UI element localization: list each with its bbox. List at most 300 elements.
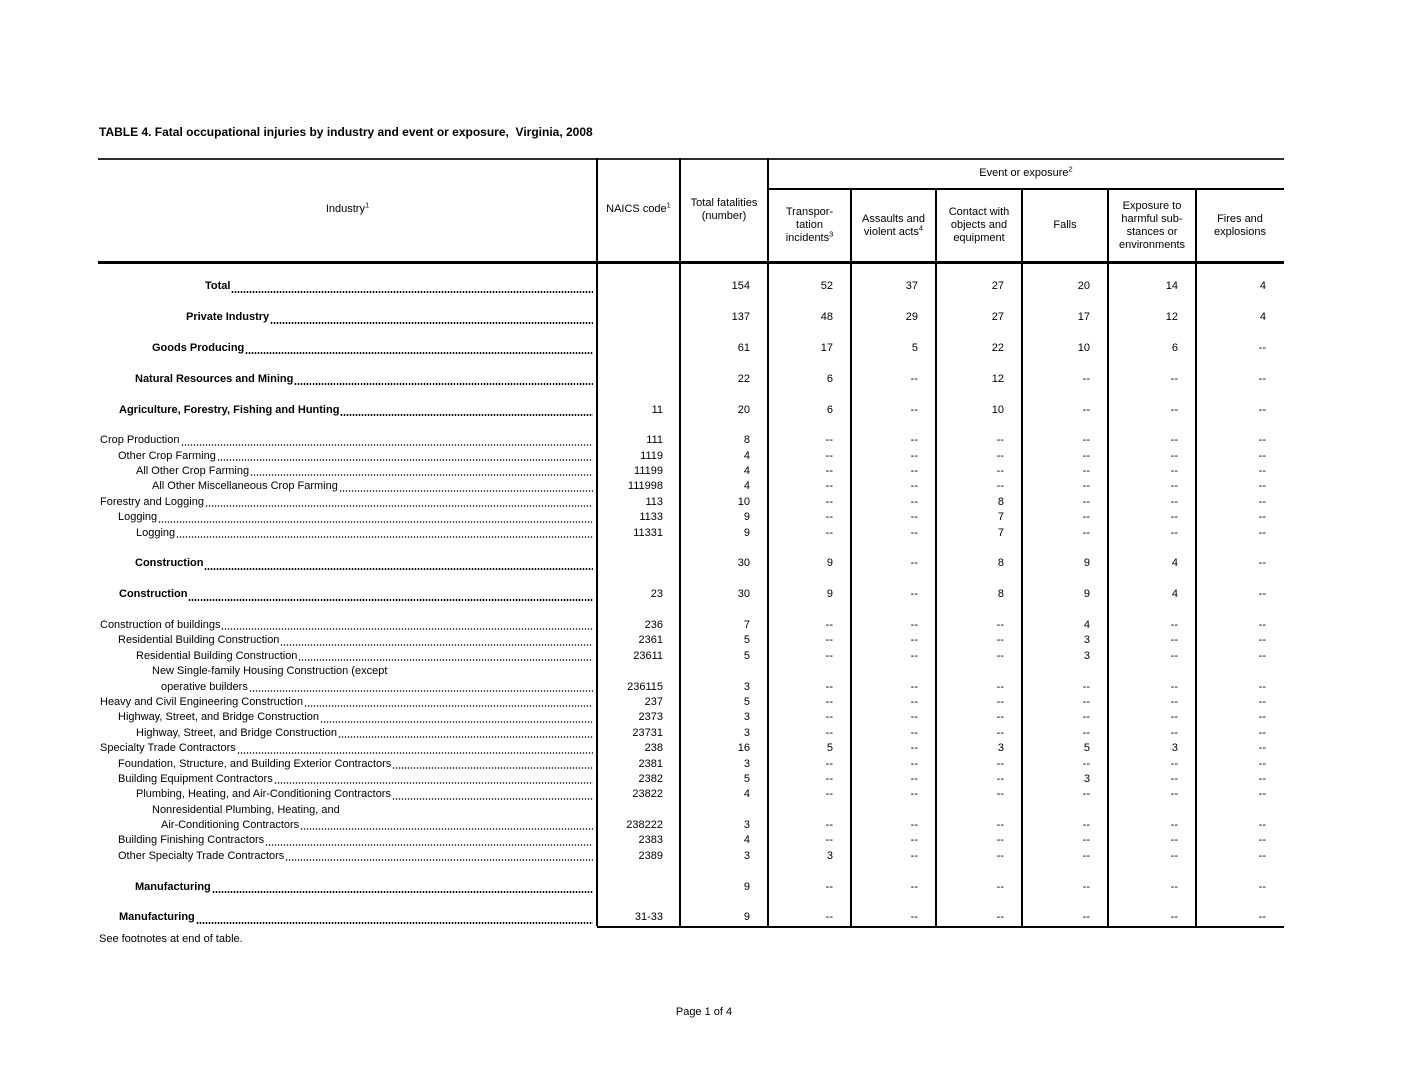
page-number: Page 1 of 4 (675, 1006, 733, 1018)
event-value-cell: -- (910, 557, 918, 570)
event-value-cell: -- (1170, 757, 1178, 770)
table-row (98, 818, 1284, 833)
event-value-cell: -- (910, 834, 918, 847)
event-value-cell: -- (996, 726, 1004, 739)
dot-leader (270, 322, 593, 324)
table-row (98, 356, 1284, 371)
total-fatalities-cell: 3 (743, 680, 750, 693)
event-value-cell: -- (1258, 834, 1266, 847)
event-value-cell: -- (1082, 849, 1090, 862)
event-value-cell: -- (1258, 403, 1266, 416)
column-header-fires-explosions: Fires and explosions (1214, 212, 1266, 238)
footnote-text: See footnotes at end of table. (99, 933, 243, 945)
event-value-cell: -- (1082, 449, 1090, 462)
table-row (98, 741, 1284, 756)
event-value-cell: 9 (1083, 588, 1090, 601)
total-fatalities-cell: 4 (743, 449, 750, 462)
naics-cell: 11199 (634, 465, 663, 478)
industry-cell: All Other Crop Farming (98, 464, 597, 479)
total-fatalities-cell: 3 (743, 819, 750, 832)
table-row (98, 326, 1284, 341)
event-value-cell: 10 (1077, 341, 1090, 354)
event-value-cell: -- (1170, 711, 1178, 724)
dot-leader (392, 798, 593, 800)
dot-leader (196, 922, 593, 924)
event-value-cell: -- (996, 880, 1004, 893)
naics-cell: 236115 (627, 680, 663, 693)
naics-cell: 23822 (632, 788, 663, 801)
naics-cell: 31-33 (634, 911, 663, 924)
event-value-cell: 12 (1165, 311, 1178, 324)
table-row (98, 310, 1284, 325)
dot-leader (181, 444, 594, 446)
event-value-cell: 4 (1259, 311, 1266, 324)
industry-cell: Plumbing, Heating, and Air-Conditioning Contractors (98, 787, 597, 802)
dot-leader (392, 767, 593, 769)
column-header-assaults-violent-acts: Assaults and violent acts$^4$ (862, 212, 925, 238)
industry-cell: Construction of buildings (98, 618, 597, 633)
event-value-cell: 5 (911, 341, 918, 354)
event-value-cell: -- (825, 618, 833, 631)
naics-cell (597, 341, 680, 356)
industry-cell: Building Equipment Contractors (98, 772, 597, 787)
event-value-cell: -- (825, 880, 833, 893)
table-row (98, 403, 1284, 418)
naics-cell: 1119 (640, 449, 663, 462)
event-value-cell: -- (1258, 711, 1266, 724)
table-row (98, 464, 1284, 479)
naics-cell: 23611 (633, 649, 663, 662)
table-row (98, 387, 1284, 402)
table-row (98, 726, 1284, 741)
industry-cell: operative builders (98, 680, 597, 695)
dot-leader (250, 474, 593, 476)
total-fatalities-cell: 3 (743, 757, 750, 770)
industry-cell: Private Industry (98, 310, 597, 325)
dot-leader (212, 891, 593, 893)
event-value-cell: -- (996, 911, 1004, 924)
event-value-cell: 9 (1083, 557, 1090, 570)
naics-cell: 238222 (626, 819, 663, 832)
event-value-cell: -- (825, 834, 833, 847)
event-value-cell: -- (1082, 880, 1090, 893)
event-value-cell: 9 (826, 557, 833, 570)
table-row (98, 479, 1284, 494)
event-value-cell: -- (910, 711, 918, 724)
naics-cell: 236 (644, 618, 663, 631)
dot-leader (294, 383, 593, 385)
event-value-cell: 3 (1171, 742, 1178, 755)
table-row (98, 556, 1284, 571)
table-row (98, 618, 1284, 633)
event-value-cell: 4 (1083, 618, 1090, 631)
naics-cell: 11 (651, 403, 663, 416)
column-header-naics-code: NAICS code$^1$ (606, 200, 671, 215)
total-fatalities-cell: 16 (737, 742, 750, 755)
event-value-cell: -- (910, 511, 918, 524)
total-fatalities-cell: 9 (743, 511, 750, 524)
event-value-cell: 9 (826, 588, 833, 601)
total-fatalities-cell: 3 (743, 726, 750, 739)
table-row (98, 510, 1284, 525)
dot-leader (338, 736, 593, 738)
event-value-cell: -- (910, 588, 918, 601)
naics-cell: 111 (646, 434, 663, 447)
dot-leader (245, 352, 593, 354)
dot-leader (158, 521, 593, 523)
event-value-cell: -- (1258, 511, 1266, 524)
industry-cell: Residential Building Construction (98, 649, 597, 664)
event-value-cell: -- (1258, 649, 1266, 662)
event-value-cell: -- (910, 742, 918, 755)
event-value-cell: -- (1082, 372, 1090, 385)
event-value-cell: -- (825, 511, 833, 524)
naics-cell (597, 556, 680, 571)
dot-leader (280, 644, 593, 646)
event-value-cell: -- (996, 695, 1004, 708)
event-value-cell: -- (1082, 788, 1090, 801)
total-fatalities-cell: 154 (731, 280, 750, 293)
event-value-cell: 52 (820, 280, 833, 293)
dot-leader (237, 752, 593, 754)
table-row (98, 526, 1284, 541)
table-row (98, 895, 1284, 910)
naics-cell: 2389 (638, 849, 663, 862)
event-value-cell: -- (1082, 726, 1090, 739)
naics-cell (597, 279, 680, 294)
event-value-cell: -- (910, 403, 918, 416)
event-value-cell: -- (910, 634, 918, 647)
industry-cell: All Other Miscellaneous Crop Farming (98, 479, 597, 494)
event-value-cell: 48 (820, 311, 833, 324)
event-value-cell: 22 (991, 341, 1004, 354)
event-value-cell: -- (1082, 834, 1090, 847)
dot-leader (298, 659, 593, 661)
event-value-cell: -- (1258, 434, 1266, 447)
table-row (98, 572, 1284, 587)
total-fatalities-cell: 4 (743, 480, 750, 493)
event-value-cell: 12 (991, 372, 1004, 385)
event-value-cell: -- (996, 449, 1004, 462)
event-value-cell: -- (1258, 557, 1266, 570)
event-value-cell: -- (825, 634, 833, 647)
event-value-cell: -- (1170, 772, 1178, 785)
industry-cell: Goods Producing (98, 341, 597, 356)
naics-cell (597, 880, 680, 895)
event-value-cell: -- (1082, 695, 1090, 708)
event-value-cell: -- (910, 849, 918, 862)
event-value-cell: -- (1258, 788, 1266, 801)
column-header-contact-objects-equipment: Contact with objects and equipment (948, 206, 1010, 244)
event-value-cell: -- (1170, 449, 1178, 462)
event-value-cell: -- (825, 819, 833, 832)
event-value-cell: -- (1170, 834, 1178, 847)
event-value-cell: -- (996, 480, 1004, 493)
industry-cell: Natural Resources and Mining (98, 372, 597, 387)
industry-cell: Specialty Trade Contractors (98, 741, 597, 756)
industry-cell: Construction (98, 556, 597, 571)
dot-leader (274, 782, 593, 784)
event-value-cell: -- (996, 711, 1004, 724)
event-value-cell: -- (1258, 618, 1266, 631)
event-value-cell: 27 (991, 311, 1004, 324)
event-value-cell: -- (1082, 465, 1090, 478)
table-row (98, 433, 1284, 448)
table-row (98, 864, 1284, 879)
total-fatalities-cell: 10 (737, 495, 750, 508)
event-value-cell: -- (825, 649, 833, 662)
dot-leader (217, 459, 593, 461)
event-value-cell: -- (996, 757, 1004, 770)
event-value-cell: -- (910, 911, 918, 924)
event-value-cell: -- (825, 465, 833, 478)
event-value-cell: -- (825, 526, 833, 539)
dot-leader (304, 705, 593, 707)
event-value-cell: -- (1170, 819, 1178, 832)
naics-cell: 238 (644, 742, 663, 755)
event-value-cell: 3 (1083, 634, 1090, 647)
event-value-cell: -- (1258, 849, 1266, 862)
table-title: TABLE 4. Fatal occupational injuries by industry and event or exposure, Virginia, 2008 (99, 125, 593, 139)
event-value-cell: -- (1258, 526, 1266, 539)
industry-cell: Construction (98, 587, 597, 602)
event-value-cell: 3 (1083, 772, 1090, 785)
event-value-cell: -- (910, 880, 918, 893)
dot-leader (221, 628, 593, 630)
total-fatalities-cell: 3 (743, 849, 750, 862)
event-value-cell: -- (1258, 819, 1266, 832)
industry-cell: Manufacturing (98, 880, 597, 895)
total-fatalities-cell: 5 (743, 772, 750, 785)
industry-cell: Highway, Street, and Bridge Construction (98, 710, 597, 725)
table-row (98, 279, 1284, 294)
industry-cell: Agriculture, Forestry, Fishing and Hunting (98, 403, 597, 418)
event-value-cell: 6 (826, 372, 833, 385)
total-fatalities-cell: 4 (743, 788, 750, 801)
event-value-cell: -- (996, 680, 1004, 693)
event-value-cell: -- (910, 695, 918, 708)
naics-cell: 2382 (638, 772, 663, 785)
total-fatalities-cell: 5 (743, 649, 750, 662)
table-row (98, 757, 1284, 772)
dot-leader (231, 291, 593, 293)
event-value-cell: -- (1170, 618, 1178, 631)
table-row (98, 803, 1284, 818)
event-value-cell: -- (1170, 911, 1178, 924)
event-value-cell: 17 (820, 341, 833, 354)
event-value-cell: -- (1258, 757, 1266, 770)
total-fatalities-cell: 3 (743, 711, 750, 724)
total-fatalities-cell: 8 (743, 434, 750, 447)
event-value-cell: -- (910, 618, 918, 631)
event-value-cell: -- (1170, 403, 1178, 416)
event-value-cell: -- (1082, 757, 1090, 770)
event-value-cell: -- (1082, 403, 1090, 416)
event-value-cell: -- (910, 819, 918, 832)
event-value-cell: -- (1258, 742, 1266, 755)
industry-cell: Building Finishing Contractors (98, 833, 597, 848)
event-value-cell: -- (910, 434, 918, 447)
naics-cell (597, 372, 680, 387)
table-row (98, 603, 1284, 618)
event-value-cell: -- (996, 849, 1004, 862)
table-row (98, 880, 1284, 895)
column-header-total-fatalities: Total fatalities (number) (690, 196, 758, 222)
event-value-cell: -- (910, 726, 918, 739)
event-value-cell: 6 (826, 403, 833, 416)
event-value-cell: -- (910, 680, 918, 693)
event-value-cell: -- (1258, 772, 1266, 785)
event-value-cell: -- (825, 788, 833, 801)
total-fatalities-cell: 137 (731, 311, 750, 324)
dot-leader (339, 490, 593, 492)
naics-cell: 2373 (638, 711, 663, 724)
industry-cell: Manufacturing (98, 910, 597, 925)
table-row (98, 541, 1284, 556)
event-value-cell: -- (1258, 341, 1266, 354)
event-value-cell: -- (1082, 495, 1090, 508)
table-row (98, 418, 1284, 433)
event-value-cell: 37 (905, 280, 918, 293)
event-value-cell: 8 (997, 495, 1004, 508)
total-fatalities-cell: 61 (737, 341, 750, 354)
event-value-cell: -- (825, 434, 833, 447)
event-value-cell: -- (825, 480, 833, 493)
event-value-cell: -- (1258, 880, 1266, 893)
industry-cell: Heavy and Civil Engineering Construction (98, 695, 597, 710)
naics-cell: 23 (650, 588, 663, 601)
total-fatalities-cell: 9 (743, 880, 750, 893)
naics-cell: 111998 (627, 480, 663, 493)
table-row (98, 264, 1284, 279)
naics-cell: 1133 (639, 511, 663, 524)
dot-leader (320, 721, 593, 723)
event-value-cell: -- (1170, 495, 1178, 508)
table-row (98, 633, 1284, 648)
naics-cell: 237 (644, 695, 663, 708)
event-value-cell: -- (1082, 480, 1090, 493)
event-value-cell: -- (825, 711, 833, 724)
column-header-transportation-incidents: Transpor- tation incidents$^3$ (785, 206, 834, 244)
event-value-cell: 5 (1083, 742, 1090, 755)
total-fatalities-cell: 5 (743, 634, 750, 647)
table-row (98, 664, 1284, 679)
event-value-cell: 5 (826, 742, 833, 755)
industry-cell: Forestry and Logging (98, 495, 597, 510)
event-value-cell: -- (1258, 695, 1266, 708)
column-header-industry: Industry$^1$ (325, 200, 370, 215)
total-fatalities-cell: 9 (743, 911, 750, 924)
event-value-cell: 4 (1259, 280, 1266, 293)
table-row (98, 710, 1284, 725)
table-row (98, 910, 1284, 925)
table-row (98, 772, 1284, 787)
event-value-cell: -- (1258, 480, 1266, 493)
event-value-cell: -- (1170, 680, 1178, 693)
total-fatalities-cell: 22 (737, 372, 750, 385)
table-row (98, 495, 1284, 510)
event-value-cell: -- (1170, 880, 1178, 893)
total-fatalities-cell: 30 (737, 557, 750, 570)
table-row (98, 680, 1284, 695)
event-value-cell: -- (1258, 634, 1266, 647)
event-value-cell: -- (1258, 911, 1266, 924)
event-value-cell: -- (1170, 465, 1178, 478)
event-value-cell: -- (1258, 372, 1266, 385)
table-bottom-border (597, 926, 1284, 928)
table-row (98, 787, 1284, 802)
event-value-cell: -- (1082, 680, 1090, 693)
event-value-cell: -- (1258, 680, 1266, 693)
total-fatalities-cell: 4 (743, 465, 750, 478)
table-row (98, 372, 1284, 387)
total-fatalities-cell: 4 (743, 834, 750, 847)
event-value-cell: -- (910, 772, 918, 785)
industry-cell: Foundation, Structure, and Building Exterior Contractors (98, 757, 597, 772)
industry-cell: Total (98, 279, 597, 294)
event-value-cell: -- (825, 695, 833, 708)
table-row (98, 587, 1284, 602)
industry-cell: Logging (98, 510, 597, 525)
dot-leader (265, 844, 593, 846)
event-value-cell: -- (910, 465, 918, 478)
event-value-cell: -- (1170, 511, 1178, 524)
fatalities-table (98, 158, 1284, 929)
event-value-cell: 27 (991, 280, 1004, 293)
industry-cell: New Single-family Housing Construction (except (152, 665, 388, 678)
event-value-cell: -- (996, 634, 1004, 647)
event-value-cell: -- (910, 449, 918, 462)
event-value-cell: -- (910, 788, 918, 801)
naics-cell: 23731 (632, 726, 663, 739)
event-value-cell: 4 (1171, 557, 1178, 570)
naics-cell: 2361 (638, 634, 663, 647)
event-value-cell: -- (825, 449, 833, 462)
event-value-cell: -- (1082, 911, 1090, 924)
event-value-cell: -- (996, 788, 1004, 801)
event-value-cell: 29 (905, 311, 918, 324)
event-value-cell: 20 (1077, 280, 1090, 293)
event-value-cell: -- (1082, 711, 1090, 724)
industry-cell: Air-Conditioning Contractors (98, 818, 597, 833)
total-fatalities-cell: 20 (737, 403, 750, 416)
industry-cell: Logging (98, 526, 597, 541)
event-value-cell: -- (1170, 726, 1178, 739)
dot-leader (205, 505, 593, 507)
event-value-cell: 7 (997, 526, 1004, 539)
event-value-cell: -- (996, 618, 1004, 631)
event-value-cell: 3 (1083, 649, 1090, 662)
dot-leader (176, 536, 593, 538)
event-value-cell: 7 (997, 511, 1004, 524)
event-value-cell: 14 (1165, 280, 1178, 293)
event-value-cell: -- (910, 480, 918, 493)
table-row (98, 295, 1284, 310)
total-fatalities-cell: 7 (743, 618, 750, 631)
event-value-cell: -- (910, 649, 918, 662)
column-header-falls: Falls (1053, 219, 1077, 231)
industry-cell: Other Specialty Trade Contractors (98, 849, 597, 864)
event-value-cell: 17 (1077, 311, 1090, 324)
event-value-cell: 8 (997, 588, 1004, 601)
event-value-cell: -- (825, 757, 833, 770)
dot-leader (188, 599, 593, 601)
naics-cell: 11331 (633, 526, 663, 539)
event-value-cell: -- (1170, 788, 1178, 801)
dot-leader (300, 828, 593, 830)
event-value-cell: -- (910, 757, 918, 770)
table-row (98, 341, 1284, 356)
